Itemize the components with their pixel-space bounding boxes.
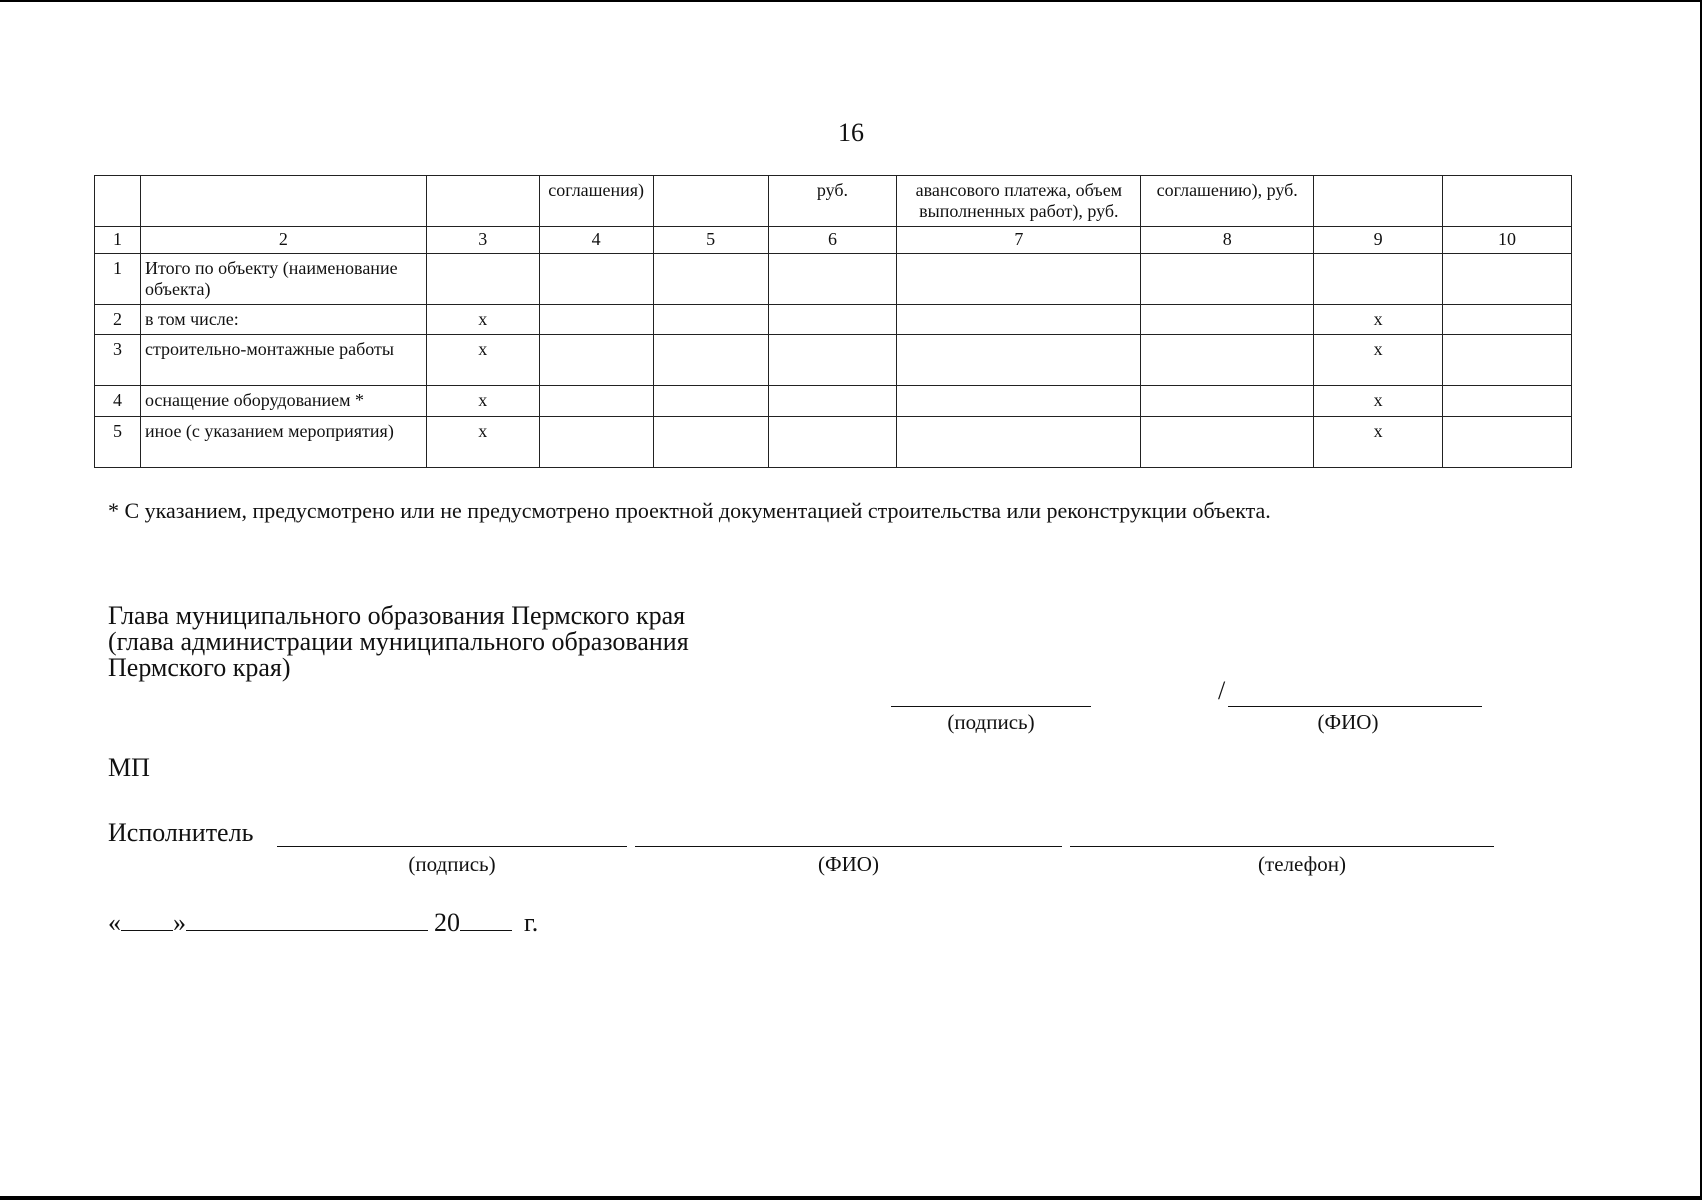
empty-cell [897, 253, 1141, 304]
row-label: строительно-монтажные работы [140, 335, 426, 386]
empty-cell [1443, 335, 1572, 386]
empty-cell [1443, 386, 1572, 416]
header-cell [1443, 176, 1572, 227]
row-number: 4 [95, 386, 141, 416]
empty-cell [1443, 416, 1572, 467]
head-title-line: (глава администрации муниципального образования [108, 627, 689, 656]
cell-col3 [426, 253, 539, 304]
empty-cell [768, 335, 897, 386]
executor-label: Исполнитель [108, 818, 254, 847]
table-row [95, 253, 1572, 304]
table-row [95, 416, 1572, 467]
date-close-quote: » [173, 908, 186, 937]
empty-cell [897, 416, 1141, 467]
year-prefix: 20 [434, 908, 460, 937]
empty-cell [1141, 335, 1314, 386]
report-table [94, 175, 1572, 468]
empty-cell [653, 386, 768, 416]
column-number: 6 [768, 227, 897, 253]
head-title-line: Глава муниципального образования Пермского края [108, 601, 686, 630]
empty-cell [897, 305, 1141, 335]
executor-name-line [635, 846, 1062, 847]
head-name-line [1228, 706, 1482, 707]
page-number: 16 [838, 118, 864, 147]
executor-signature-caption: (подпись) [408, 852, 496, 876]
row-label: в том числе: [140, 305, 426, 335]
column-number-row [95, 227, 1572, 253]
row-label: оснащение оборудованием * [140, 386, 426, 416]
header-cell [140, 176, 426, 227]
header-continuation-row [95, 176, 1572, 227]
empty-cell [897, 386, 1141, 416]
column-number: 7 [897, 227, 1141, 253]
column-number: 5 [653, 227, 768, 253]
year-suffix: г. [524, 908, 539, 937]
row-label: Итого по объекту (наименование объекта) [140, 253, 426, 304]
empty-cell [1141, 253, 1314, 304]
cell-col9: х [1314, 386, 1443, 416]
row-number: 3 [95, 335, 141, 386]
empty-cell [653, 335, 768, 386]
empty-cell [539, 416, 653, 467]
footnote: * С указанием, предусмотрено или не предусмотрено проектной документацией строительства или реконструкции объекта. [108, 498, 1271, 523]
head-title-line: Пермского края) [108, 653, 291, 682]
cell-col3: х [426, 335, 539, 386]
empty-cell [539, 386, 653, 416]
empty-cell [1443, 305, 1572, 335]
table-row [95, 335, 1572, 386]
cell-col3: х [426, 305, 539, 335]
empty-cell [653, 253, 768, 304]
empty-cell [539, 305, 653, 335]
empty-cell [653, 305, 768, 335]
date-open-quote: « [108, 908, 121, 937]
column-number: 3 [426, 227, 539, 253]
column-number: 9 [1314, 227, 1443, 253]
header-cell: соглашению), руб. [1141, 176, 1314, 227]
executor-phone-line [1070, 846, 1494, 847]
cell-col9: х [1314, 416, 1443, 467]
head-name-caption: (ФИО) [1317, 710, 1379, 734]
empty-cell [1141, 416, 1314, 467]
empty-cell [897, 335, 1141, 386]
executor-name-caption: (ФИО) [818, 852, 879, 876]
page-edge-top [0, 0, 1702, 2]
table-row [95, 305, 1572, 335]
head-signature-caption: (подпись) [947, 710, 1035, 734]
column-number: 1 [95, 227, 141, 253]
row-number: 2 [95, 305, 141, 335]
column-number: 4 [539, 227, 653, 253]
empty-cell [1141, 305, 1314, 335]
head-signature-line [891, 706, 1091, 707]
header-cell [1314, 176, 1443, 227]
empty-cell [539, 335, 653, 386]
header-cell [426, 176, 539, 227]
header-cell [653, 176, 768, 227]
month-blank [186, 908, 428, 931]
year-blank [460, 908, 512, 931]
cell-col9: х [1314, 305, 1443, 335]
empty-cell [1141, 386, 1314, 416]
table-row [95, 386, 1572, 416]
header-cell: соглашения) [539, 176, 653, 227]
empty-cell [539, 253, 653, 304]
empty-cell [768, 416, 897, 467]
column-number: 10 [1443, 227, 1572, 253]
empty-cell [768, 386, 897, 416]
head-title [108, 603, 689, 681]
row-number: 1 [95, 253, 141, 304]
empty-cell [768, 253, 897, 304]
page-edge-bottom [0, 1196, 1702, 1200]
cell-col3: х [426, 416, 539, 467]
cell-col3: х [426, 386, 539, 416]
header-cell: авансового платежа, объем выполненных работ), руб. [897, 176, 1141, 227]
column-number: 2 [140, 227, 426, 253]
empty-cell [768, 305, 897, 335]
slash-separator: / [1218, 676, 1226, 705]
day-blank [121, 908, 173, 931]
header-cell [95, 176, 141, 227]
stamp-place: МП [108, 753, 150, 782]
header-cell: руб. [768, 176, 897, 227]
cell-col9: х [1314, 335, 1443, 386]
empty-cell [653, 416, 768, 467]
empty-cell [1443, 253, 1572, 304]
cell-col9 [1314, 253, 1443, 304]
row-label: иное (с указанием мероприятия) [140, 416, 426, 467]
executor-signature-line [277, 846, 627, 847]
executor-phone-caption: (телефон) [1258, 852, 1346, 876]
row-number: 5 [95, 416, 141, 467]
date-row [108, 908, 538, 938]
column-number: 8 [1141, 227, 1314, 253]
